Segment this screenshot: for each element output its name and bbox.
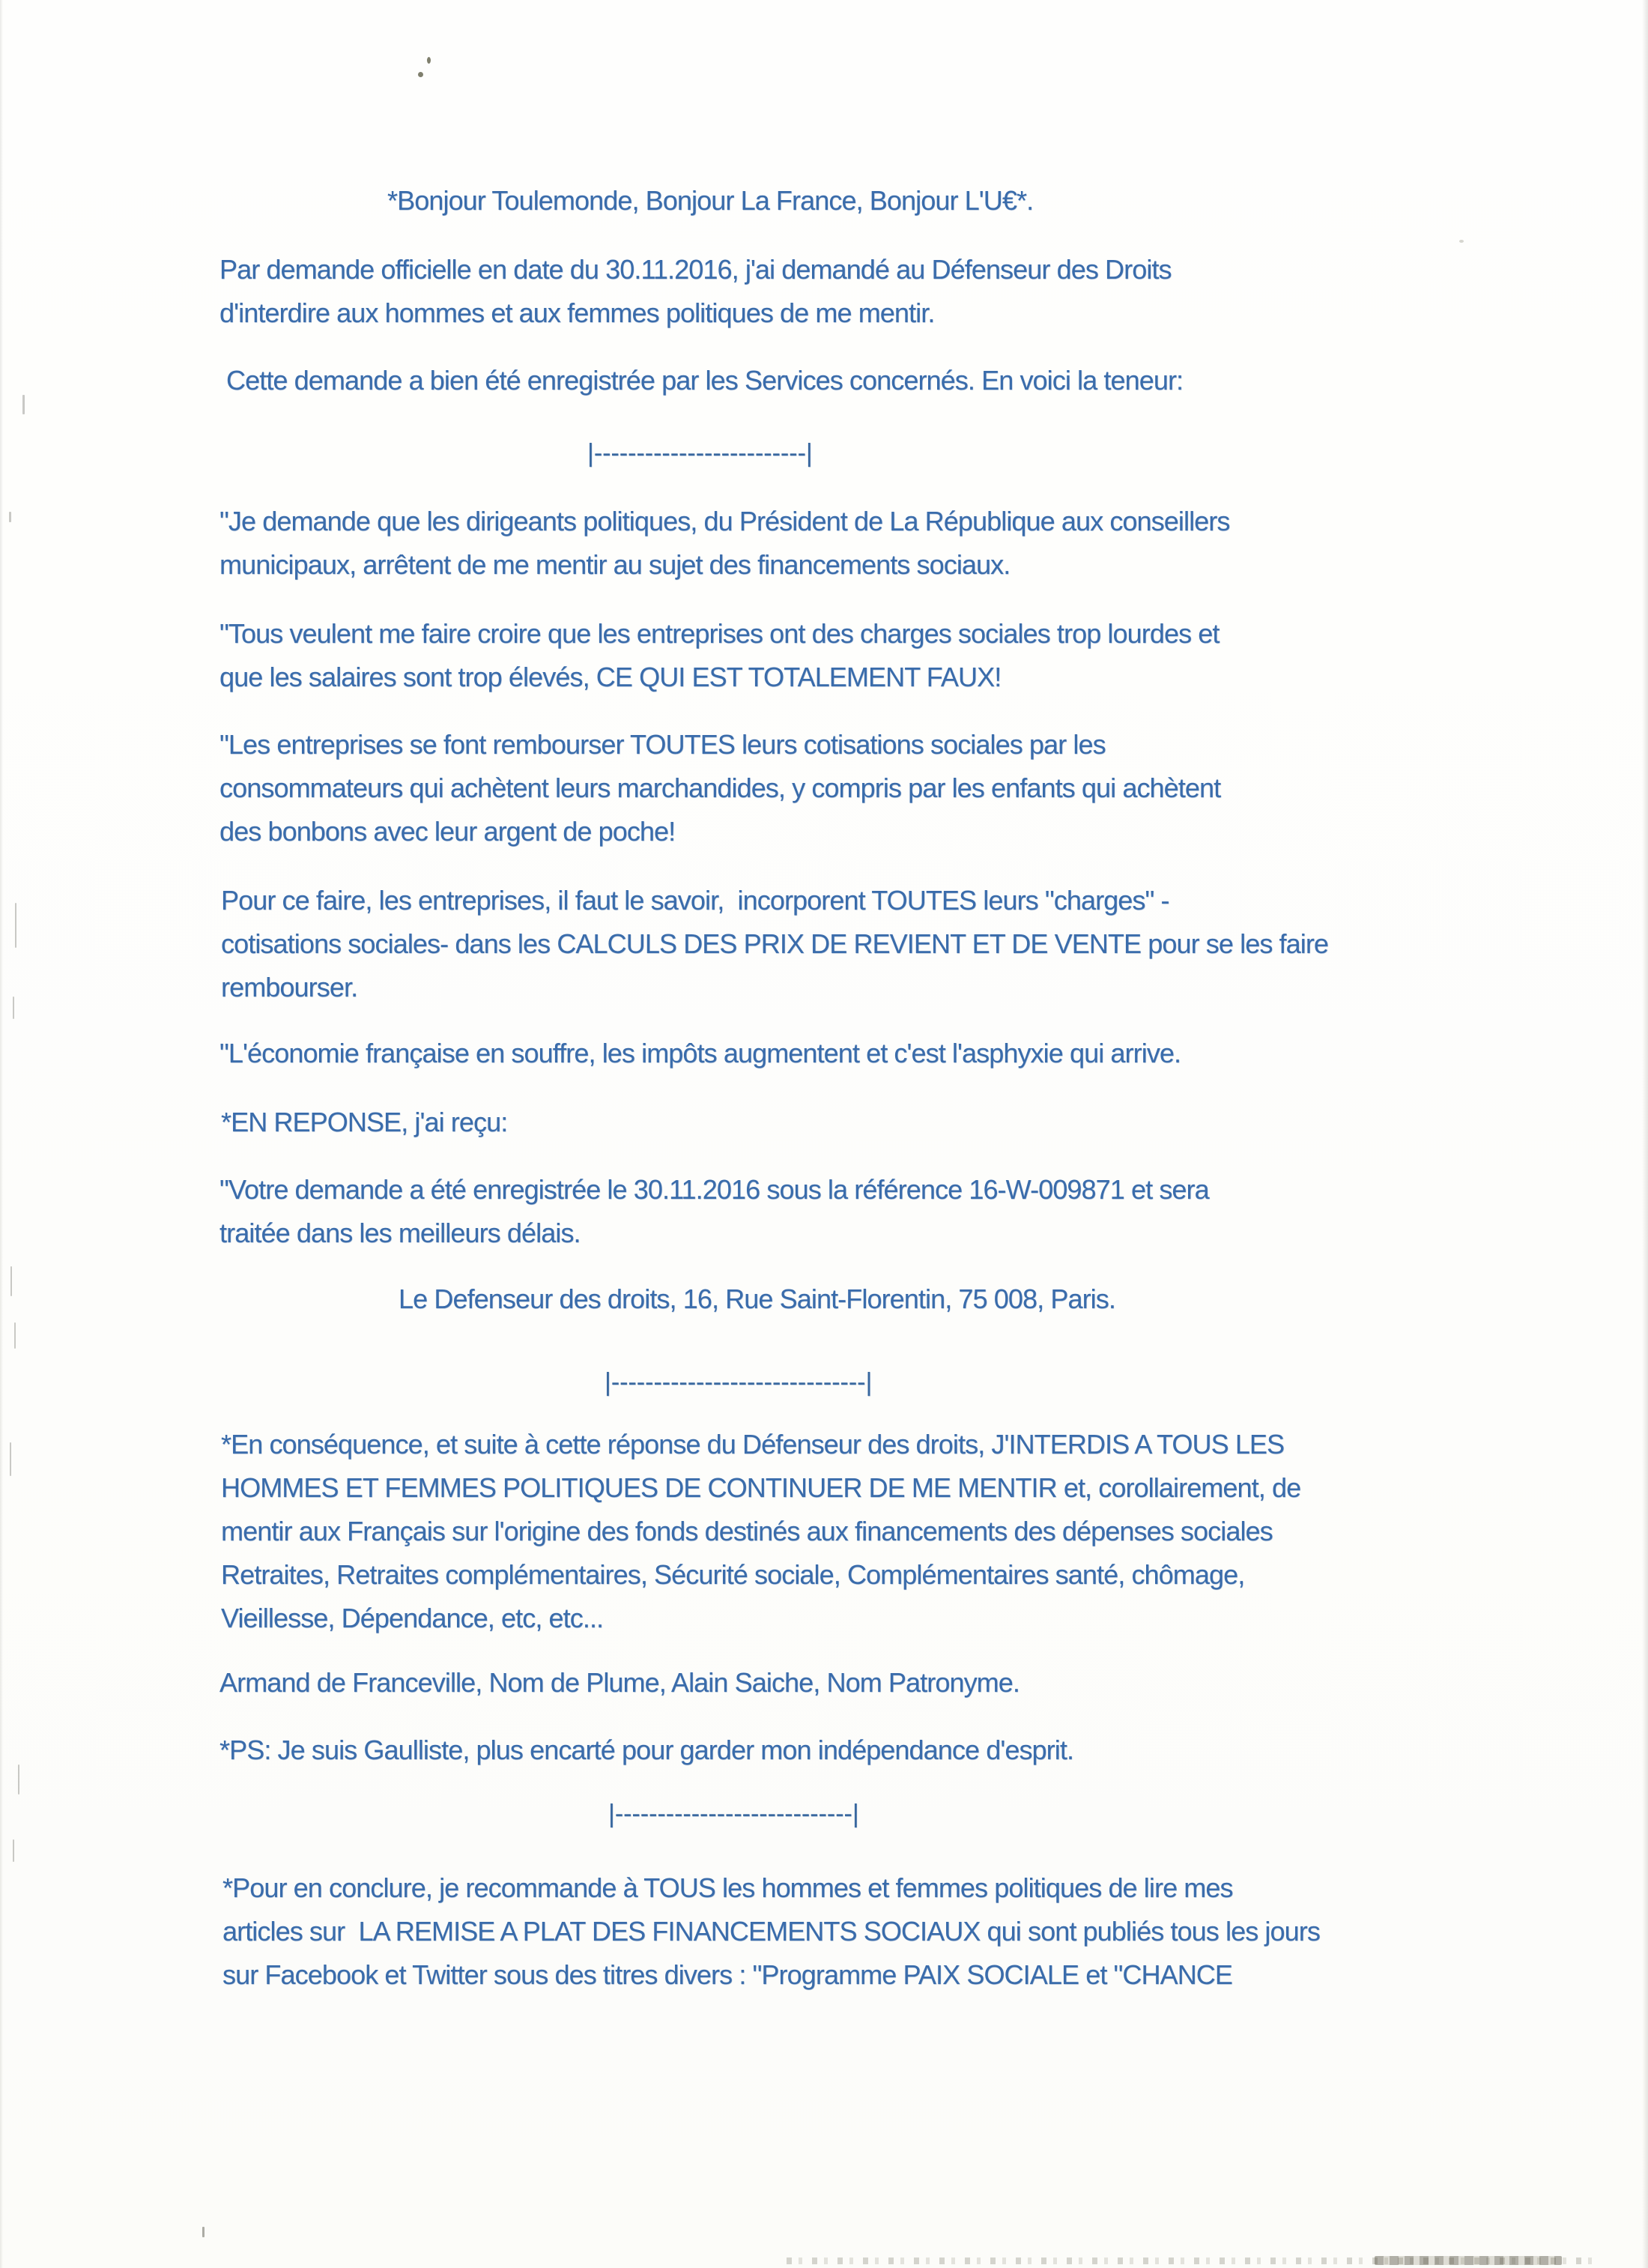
document-line: municipaux, arrêtent de me mentir au sujet des financements sociaux. — [219, 549, 1011, 580]
document-line: sur Facebook et Twitter sous des titres divers : "Programme PAIX SOCIALE et "CHANCE — [222, 1959, 1233, 1990]
document-line: *En conséquence, et suite à cette réponse du Défenseur des droits, J'INTERDIS A TOUS LES — [221, 1429, 1285, 1460]
document-line: *EN REPONSE, j'ai reçu: — [221, 1107, 508, 1137]
document-line: que les salaires sont trop élevés, CE QUI EST TOTALEMENT FAUX! — [219, 662, 1002, 692]
separator-line: |------------------------------| — [605, 1368, 873, 1397]
document-line: d'interdire aux hommes et aux femmes politiques de me mentir. — [219, 297, 935, 328]
document-line: rembourser. — [221, 972, 358, 1003]
document-line: HOMMES ET FEMMES POLITIQUES DE CONTINUER DE ME MENTIR et, corollairement, de — [221, 1472, 1301, 1503]
separator-line: |-------------------------| — [587, 439, 813, 468]
document-line: *Pour en conclure, je recommande à TOUS les hommes et femmes politiques de lire mes — [222, 1872, 1233, 1903]
document-line: "L'économie française en souffre, les impôts augmentent et c'est l'asphyxie qui arrive. — [219, 1038, 1181, 1068]
document-line: Vieillesse, Dépendance, etc, etc... — [221, 1603, 604, 1633]
document-line: des bonbons avec leur argent de poche! — [219, 816, 676, 847]
document-line: "Tous veulent me faire croire que les entreprises ont des charges sociales trop lourdes et — [219, 618, 1220, 649]
document-title: *Bonjour Toulemonde, Bonjour La France, Bonjour L'U€*. — [387, 185, 1034, 216]
document-line: consommateurs qui achètent leurs marchandides, y compris par les enfants qui achètent — [219, 772, 1221, 803]
document-line: traitée dans les meilleurs délais. — [219, 1218, 581, 1248]
document-line: "Les entreprises se font rembourser TOUTES leurs cotisations sociales par les — [219, 729, 1106, 760]
separator-line: |----------------------------| — [608, 1800, 859, 1828]
document-line: cotisations sociales- dans les CALCULS DES PRIX DE REVIENT ET DE VENTE pour se les faire — [221, 928, 1329, 959]
signature-line: Armand de Franceville, Nom de Plume, Alain Saiche, Nom Patronyme. — [219, 1667, 1020, 1698]
document-line: "Votre demande a été enregistrée le 30.11.2016 sous la référence 16-W-009871 et sera — [219, 1174, 1209, 1205]
document-line: Cette demande a bien été enregistrée par les Services concernés. En voici la teneur: — [226, 365, 1184, 396]
document-line: Retraites, Retraites complémentaires, Sécurité sociale, Complémentaires santé, chômage, — [221, 1559, 1245, 1590]
document-line: "Je demande que les dirigeants politiques, du Président de La République aux conseillers — [219, 506, 1230, 536]
document-line: Par demande officielle en date du 30.11.2016, j'ai demandé au Défenseur des Droits — [219, 254, 1172, 285]
ps-line: *PS: Je suis Gaulliste, plus encarté pour garder mon indépendance d'esprit. — [219, 1735, 1074, 1765]
document-line: Pour ce faire, les entreprises, il faut le savoir, incorporent TOUTES leurs "charges" - — [221, 885, 1169, 916]
document-line: articles sur LA REMISE A PLAT DES FINANCEMENTS SOCIAUX qui sont publiés tous les jours — [222, 1916, 1320, 1947]
document-line-address: Le Defenseur des droits, 16, Rue Saint-Florentin, 75 008, Paris. — [399, 1283, 1115, 1314]
document-line: mentir aux Français sur l'origine des fonds destinés aux financements des dépenses sociales — [221, 1516, 1273, 1546]
